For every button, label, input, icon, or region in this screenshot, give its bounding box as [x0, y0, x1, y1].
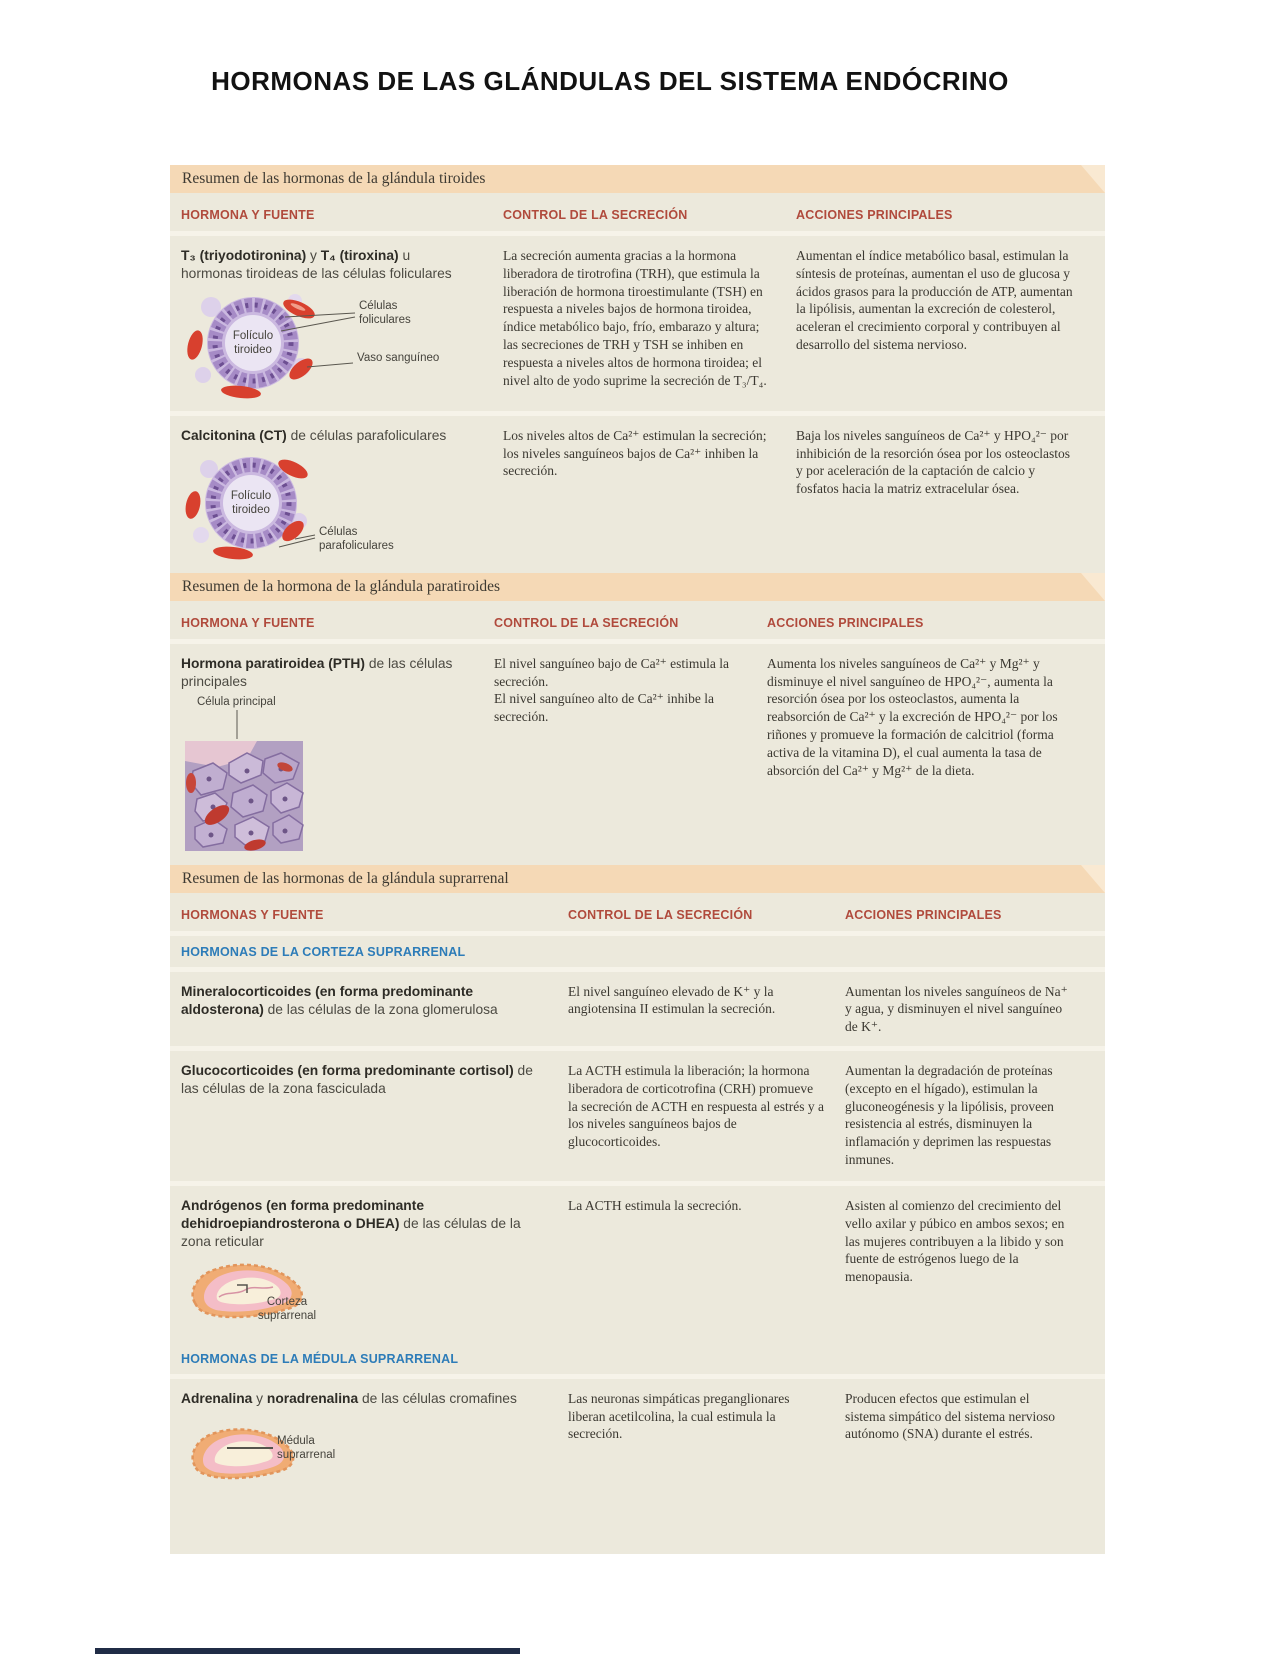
cell-hormone-t3t4 [181, 247, 503, 399]
hormone-name: Glucocorticoides (en forma predominante cortisol) de las células de la zona fasciculada [181, 1063, 533, 1096]
column-header-hormonas: HORMONAS Y FUENTE [181, 907, 324, 922]
column-header-control: CONTROL DE LA SECRECIÓN [503, 208, 688, 222]
column-header-acciones: ACCIONES PRINCIPALES [767, 615, 924, 630]
cell-acciones-adrenalina: Producen efectos que estimulan el sistema simpático del sistema nervioso autónomo (SNA) durante el estrés. [845, 1390, 1055, 1442]
label-celulas-parafoliculares: Células parafoliculares [319, 525, 394, 553]
hormone-name-bold: Mineralocorticoides (en forma predominante aldosterona) [181, 983, 474, 1017]
table-row-glucocorticoides [170, 1051, 1105, 1181]
cell-acciones-pth: Aumenta los niveles sanguíneos de Ca²⁺ y Mg²⁺ y disminuye el nivel sanguíneo de HPO₄²⁻, aumenta la resorción ósea por los osteoclastos, aumenta la reabsorción de Ca²⁺ y la excreción de HPO₄²⁻ por los riñones y promueve la formación de calcitriol (forma activa de la vitamina D), el cual aumenta la tasa de absorción del Ca²⁺ y Mg²⁺ de la dieta. [767, 655, 1058, 778]
hormone-name-bold: Andrógenos (en forma predominante dehidroepiandrosterona o DHEA) [181, 1197, 424, 1231]
cell-control-androgenos: La ACTH estimula la secreción. [568, 1197, 742, 1213]
label-medula-suprarrenal: Médula suprarrenal [277, 1434, 336, 1461]
parathyroid-illustration [181, 695, 481, 853]
subsection-header-medula: HORMONAS DE LA MÉDULA SUPRARRENAL [181, 1351, 459, 1366]
label-foliculo-tiroideo: Folículo tiroideo [232, 329, 274, 357]
subsection-header-corteza: HORMONAS DE LA CORTEZA SUPRARRENAL [181, 944, 466, 959]
hormone-name-bold: Adrenalina [181, 1390, 253, 1406]
hormone-name-bold: Glucocorticoides (en forma predominante cortisol) [181, 1063, 514, 1079]
section-header-tiroides [170, 165, 1105, 193]
label-celula-principal: Célula principal [197, 695, 276, 708]
table-row-adrenalina [170, 1379, 1105, 1554]
hormone-name: Calcitonina (CT) de células parafoliculares [181, 427, 447, 443]
column-header-hormona: HORMONA Y FUENTE [181, 208, 315, 222]
cell-control-t3t4: La secreción aumenta gracias a la hormona liberadora de tirotrofina (TRH), que estimula la liberación de hormona tiroestimulante (TSH) en respuesta a niveles bajos de hormona tiroidea, índice metabólico bajo, frío, embarazo y altura; las secreciones de TRH y TSH se inhiben en respuesta a niveles altos de hormona tiroidea; el nivel alto de yodo suprime la secreción de T₃/T₄. [503, 248, 767, 388]
column-header-acciones: ACCIONES PRINCIPALES [845, 907, 1002, 922]
hormone-name-bold: T₄ (tiroxina) [320, 248, 399, 263]
cell-control-pth: El nivel sanguíneo bajo de Ca²⁺ estimula la secreción. El nivel sanguíneo alto de Ca²⁺ inhibe la secreción. [494, 655, 729, 725]
hormone-name: T₃ (triyodotironina) y T₄ (tiroxina) u hormonas tiroideas de las células foliculares [181, 248, 452, 281]
label-foliculo-tiroideo-2: Folículo tiroideo [230, 489, 272, 517]
thyroid-follicle-illustration-2 [181, 451, 491, 565]
hormone-name-bold: T₃ (triyodotironina) [181, 248, 307, 263]
cell-hormone-calcitonina [181, 427, 503, 565]
table-row-pth [170, 644, 1105, 865]
column-headers-suprarrenal [170, 893, 1105, 931]
label-vaso-sanguineo: Vaso sanguíneo [357, 351, 440, 364]
parathyroid-art [181, 695, 481, 853]
column-header-control: CONTROL DE LA SECRECIÓN [494, 615, 679, 630]
hormone-name: Adrenalina y noradrenalina de las células cromafines [181, 1390, 517, 1406]
section-header-paratiroides [170, 573, 1105, 601]
cell-hormone-adrenalina [181, 1390, 568, 1492]
hormone-name: Mineralocorticoides (en forma predominante aldosterona) de las células de la zona glomerulosa [181, 983, 498, 1017]
cell-acciones-t3t4: Aumentan el índice metabólico basal, estimulan la síntesis de proteínas, aumentan el uso de glucosa y ácidos grasos para la producción de ATP, aumentan la lipólisis, aumentan la excreción de colesterol, aceleran el crecimiento corporal y contribuyen al desarrollo del sistema nervioso. [796, 248, 1073, 353]
table-row-mineralocorticoides [170, 972, 1105, 1046]
section-header-suprarrenal-text: Resumen de las hormonas de la glándula suprarrenal [182, 869, 509, 887]
cell-hormone-pth [181, 655, 494, 853]
table-row-t3-t4 [170, 236, 1105, 411]
cell-acciones-androgenos: Asisten al comienzo del crecimiento del vello axilar y púbico en ambos sexos; en las mujeres contribuyen a la libido y son fuente de estrógenos luego de la menopausia. [845, 1197, 1065, 1285]
cell-hormone-mineralo [181, 983, 568, 1036]
table-row-androgenos [170, 1186, 1105, 1343]
cell-acciones-gluco: Aumentan la degradación de proteínas (excepto en el hígado), estimulan la gluconeogénesis y la lipólisis, proveen resistencia al estrés, disminuyen la inflamación y deprimen las respuestas inmunes. [845, 1063, 1054, 1168]
label-corteza-suprarrenal: Corteza suprarrenal [257, 1295, 317, 1323]
cell-acciones-calcitonina: Baja los niveles sanguíneos de Ca²⁺ y HPO₄²⁻ por inhibición de la resorción ósea por los osteoclastos y por aceleración de la captación de calcio y fosfatos hacia la matriz extracelular ósea. [796, 427, 1071, 497]
adrenal-cortex-illustration [181, 1255, 471, 1331]
hormone-summary-table [170, 165, 1105, 1554]
section-header-paratiroides-text: Resumen de la hormona de la glándula paratiroides [182, 577, 501, 595]
page-title: HORMONAS DE LAS GLÁNDULAS DEL SISTEMA ENDÓCRINO [211, 66, 1009, 96]
cell-control-gluco: La ACTH estimula la liberación; la hormona liberadora de corticotrofina (CRH) promueve la secreción de ACTH en respuesta al estrés y a los niveles sanguíneos bajos de glucocorticoides. [568, 1063, 825, 1150]
column-header-acciones: ACCIONES PRINCIPALES [796, 208, 953, 222]
thyroid-follicle-illustration [181, 287, 491, 399]
column-headers-paratiroides [170, 601, 1105, 639]
cell-hormone-gluco [181, 1062, 568, 1169]
label-celulas-foliculares: Células foliculares [359, 299, 411, 327]
cell-control-adrenalina: Las neuronas simpáticas preganglionares liberan acetilcolina, la cual estimula la secreción. [568, 1390, 790, 1442]
hormone-name-bold: Hormona paratiroidea (PTH) [181, 655, 365, 671]
cell-hormone-androgenos [181, 1197, 568, 1331]
cell-control-calcitonina: Los niveles altos de Ca²⁺ estimulan la secreción; los niveles sanguíneos bajos de Ca²⁺ inhiben la secreción. [503, 427, 767, 479]
hormone-name: Hormona paratiroidea (PTH) de las células principales [181, 655, 453, 689]
section-header-tiroides-text: Resumen de las hormonas de la glándula tiroides [182, 170, 486, 187]
cell-acciones-mineralo: Aumentan los niveles sanguíneos de Na⁺ y agua, y disminuyen el nivel sanguíneo de K⁺. [845, 983, 1068, 1035]
column-headers-tiroides [170, 193, 1105, 231]
cell-control-mineralo: El nivel sanguíneo elevado de K⁺ y la angiotensina II estimulan la secreción. [568, 983, 776, 1017]
adrenal-medulla-illustration [181, 1418, 471, 1492]
bottom-bar [95, 1648, 520, 1654]
hormone-name: Andrógenos (en forma predominante dehidroepiandrosterona o DHEA) de las células de la zona reticular [181, 1197, 521, 1249]
table-row-calcitonina [170, 416, 1105, 573]
column-header-hormona: HORMONA Y FUENTE [181, 615, 315, 630]
hormone-name-bold: noradrenalina [266, 1390, 359, 1406]
column-header-control: CONTROL DE LA SECRECIÓN [568, 907, 753, 922]
section-header-suprarrenal [170, 865, 1105, 893]
hormone-name-bold: Calcitonina (CT) [181, 427, 287, 443]
